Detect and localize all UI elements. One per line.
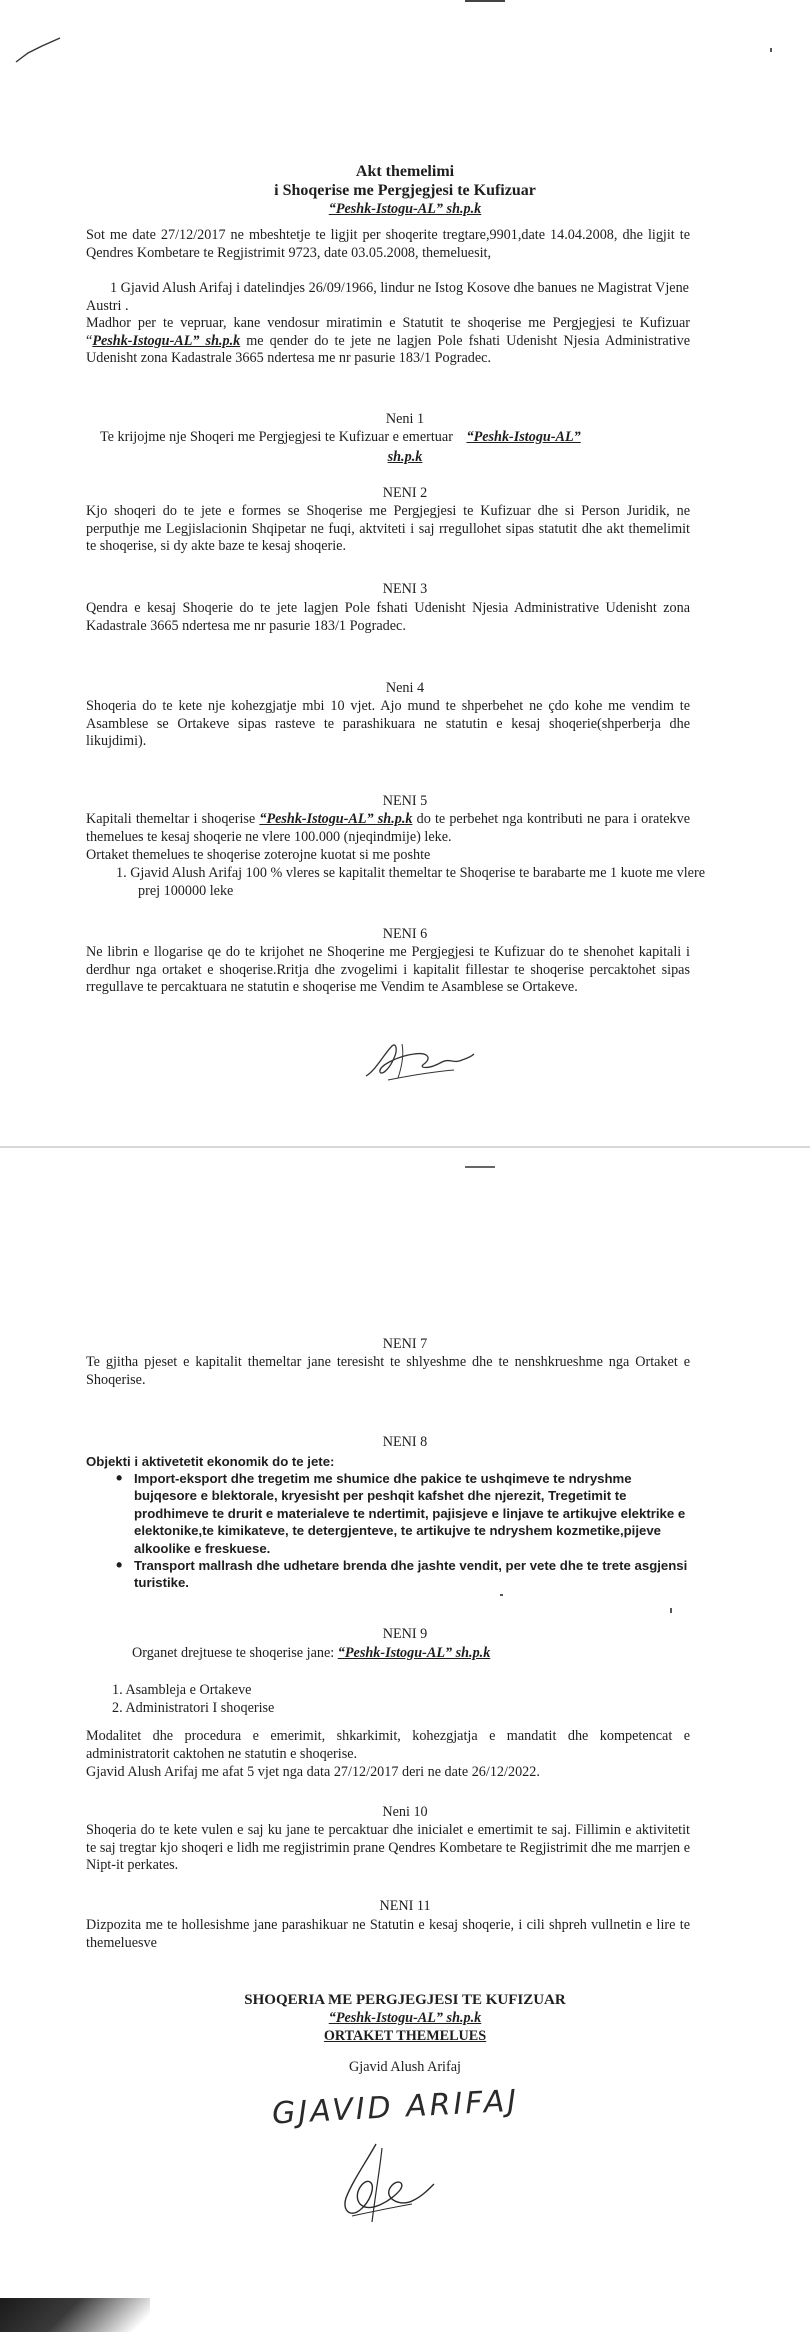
signature-page-2 — [330, 2138, 440, 2228]
company-name: “Peshk-Istogu-AL” sh.p.k — [328, 201, 482, 217]
neni-3-text: Qendra e kesaj Shoqerie do te jete lagjen Pole fshati Udenisht Njesia Administrative Udenisht zona Kadastrale 3665 ndertesa me nr pasurie 183/1 Pogradec. — [86, 600, 690, 634]
neni-11-text: Dizpozita me te hollesishme jane parashikuar ne Statutin e kesaj shoqerie, i cili shpreh vullnetin e lire te themeluesve — [86, 1917, 690, 1951]
neni-9-body: Organet drejtuese te shoqerise jane: — [132, 1645, 338, 1661]
neni-11-heading: NENI 11 — [379, 1898, 431, 1914]
footer-founders-label: ORTAKET THEMELUES — [323, 2028, 487, 2044]
neni-10-text: Shoqeria do te kete vulen e saj ku jane te percaktuar dhe inicialet e emertimit te saj. Fillimin e aktivitetit te saj tregtar kjo shoqeri e lidh me regjistrimin prane Qendres Kombetare te Regjistrimit dhe me marrjen e Nipt-it perkates. — [86, 1822, 690, 1874]
neni-10-heading: Neni 10 — [382, 1804, 428, 1820]
footer-company-name: “Peshk-Istogu-AL” sh.p.k — [328, 2010, 482, 2026]
signature-page-1 — [358, 1036, 478, 1088]
neni-1-company-suffix: sh.p.k — [387, 449, 423, 465]
footer-founder-name: Gjavid Alush Arifaj — [349, 2059, 461, 2075]
neni-8-heading: NENI 8 — [382, 1434, 428, 1450]
neni-1-company: “Peshk-Istogu-AL” — [466, 429, 581, 445]
neni-7-text: Te gjitha pjeset e kapitalit themeltar jane teresisht te shlyeshme dhe te nenshkrueshme nga Ortaket e Shoqerise. — [86, 1354, 690, 1388]
neni-8-item-import-export: • Import-eksport dhe tregetim me shumice dhe pakice te ushqimeve te ndryshme bujqesore e blektorale, kryesisht per peshqit kafshet dhe njerezit, Tregetimit te prodhimeve te drurit e materialeve te ndertimit, pajisjeve e linjave te artikujve elektrike e elektonike,te kimikateve, te detergjenteve, te artikujve te ndryshem kozmetike,pijeve alkoolike e freskuese. — [112, 1470, 690, 1557]
neni-5-list-item: 1. Gjavid Alush Arifaj 100 % vleres se kapitalit themeltar te Shoqerise te barabarte me 1 kuote me vlere prej 100000 leke — [116, 865, 705, 899]
intro-founder — [86, 280, 690, 315]
neni-9-heading: NENI 9 — [382, 1626, 428, 1642]
neni-9-text-3: Gjavid Alush Arifaj me afat 5 vjet nga data 27/12/2017 deri ne date 26/12/2022. — [86, 1764, 540, 1780]
neni-9-item-1: 1. Asambleja e Ortakeve — [112, 1682, 252, 1698]
neni-3-heading: NENI 3 — [382, 581, 428, 597]
neni-6-text: Ne librin e llogarise qe do te krijohet ne Shoqerine me Pergjegjesi te Kufizuar do te shenohet kapitali i derdhur nga ortaket e shoqerise.Rritja dhe zvogelimi i kapitalit fillestar te shoqerise percaktohet sipas rregullave te percaktuara ne statutin e shoqerise me Vendim te Asamblese se Ortakeve. — [86, 944, 690, 996]
neni-4-text: Shoqeria do te kete nje kohezgjatje mbi 10 vjet. Ajo mund te shperbehet ne çdo kohe me vendim te Asamblese se Ortakeve sipas rasteve te parashikuara ne statutin e kesaj shoqerie(shperberja dhe likujdimi). — [86, 698, 690, 750]
scan-mark-top-2 — [465, 1166, 495, 1168]
intro-paragraph-1: Sot me date 27/12/2017 ne mbeshtetje te ligjit per shoqerite tregtare,9901,date 14.04.2008, dhe ligjit te Qendres Kombetare te Regjistrimit 9723, date 03.05.2008, themeluesit, — [86, 227, 690, 261]
intro-company: Peshk-Istogu-AL” sh.p.k — [92, 332, 241, 349]
intro-text-a: Madhor per te vepruar, kane vendosur miratimin e Statutit te shoqerise me Pergjegjesi te Kufizuar “ — [86, 315, 690, 349]
footer-company-type: SHOQERIA ME PERGJEGJESI TE KUFIZUAR — [244, 1992, 566, 2008]
neni-9-company: “Peshk-Istogu-AL” sh.p.k — [337, 1645, 491, 1661]
intro-paragraph-3 — [86, 315, 690, 368]
neni-5-text-c: Ortaket themelues te shoqerise zoterojne kuotat si me poshte — [86, 847, 431, 863]
scan-shadow-corner — [0, 2298, 150, 2332]
pen-stroke-mark — [14, 36, 64, 66]
document-page-2 — [0, 1148, 810, 2332]
scan-mark-top — [465, 0, 505, 2]
neni-2-heading: NENI 2 — [382, 485, 428, 501]
neni-5-text-a: Kapitali themeltar i shoqerise — [86, 811, 260, 827]
neni-1-body: Te krijojme nje Shoqeri me Pergjegjesi te Kufizuar e emertuar — [100, 429, 453, 445]
neni-7-heading: NENI 7 — [382, 1336, 428, 1352]
scan-dot-2 — [500, 1594, 503, 1596]
document-subtitle: i Shoqerise me Pergjegjesi te Kufizuar — [274, 182, 536, 199]
founder-text: 1 Gjavid Alush Arifaj i datelindjes 26/09/1966, lindur ne Istog Kosove dhe banues ne Magistrat Vjene Austri . — [86, 280, 689, 314]
document-title: Akt themelimi — [355, 163, 455, 180]
scan-dot — [770, 48, 772, 52]
intro-text-b: me qender do te jete ne lagjen Pole fshati Udenisht Njesia Administrative Udenisht zona Kadastrale 3665 ndertesa me nr pasurie 183/1 Pogradec. — [86, 332, 691, 367]
handwritten-name: GJAVID ARIFAJ — [271, 2083, 520, 2132]
neni-8-list — [112, 1470, 690, 1592]
document-page-1 — [0, 0, 810, 1148]
neni-2-text: Kjo shoqeri do te jete e formes se Shoqerise me Pergjegjesi te Kufizuar dhe si Person Juridik, ne perputhje me Legjislacionin Shqipetar ne fuqi, aktviteti i saj rregullohet sipas statutit dhe akt themelimit te shoqerise, si dy akte baze te kesaj shoqerie. — [86, 503, 690, 555]
neni-6-heading: NENI 6 — [382, 926, 428, 942]
neni-4-heading: Neni 4 — [385, 680, 425, 696]
neni-8-intro: Objekti i aktivetetit ekonomik do te jete: — [86, 1454, 335, 1469]
neni-1-heading: Neni 1 — [385, 411, 425, 427]
neni-9-text — [132, 1645, 692, 1663]
neni-9-item-2: 2. Administratori I shoqerise — [112, 1700, 275, 1716]
neni-5-company: “Peshk-Istogu-AL” sh.p.k — [259, 811, 413, 827]
neni-5-text-b: do te perbehet nga kontributi ne para i oratekve themelues te kesaj shoqerie ne vlere 100.000 (njeqindmije) leke. — [86, 811, 691, 845]
neni-1-text — [100, 429, 700, 447]
neni-9-text-2: Modalitet dhe procedura e emerimit, shkarkimit, kohezgjatja e mandatit dhe kompetencat e administratorit caktohen ne statutin e shoqerise. — [86, 1728, 690, 1762]
neni-8-item-transport: • Transport mallrash dhe udhetare brenda dhe jashte vendit, per vete dhe te trete asgjensi turistike. — [112, 1557, 690, 1592]
neni-5-text — [86, 811, 690, 846]
scan-dot-3 — [670, 1608, 672, 1613]
neni-5-heading: NENI 5 — [382, 793, 428, 809]
